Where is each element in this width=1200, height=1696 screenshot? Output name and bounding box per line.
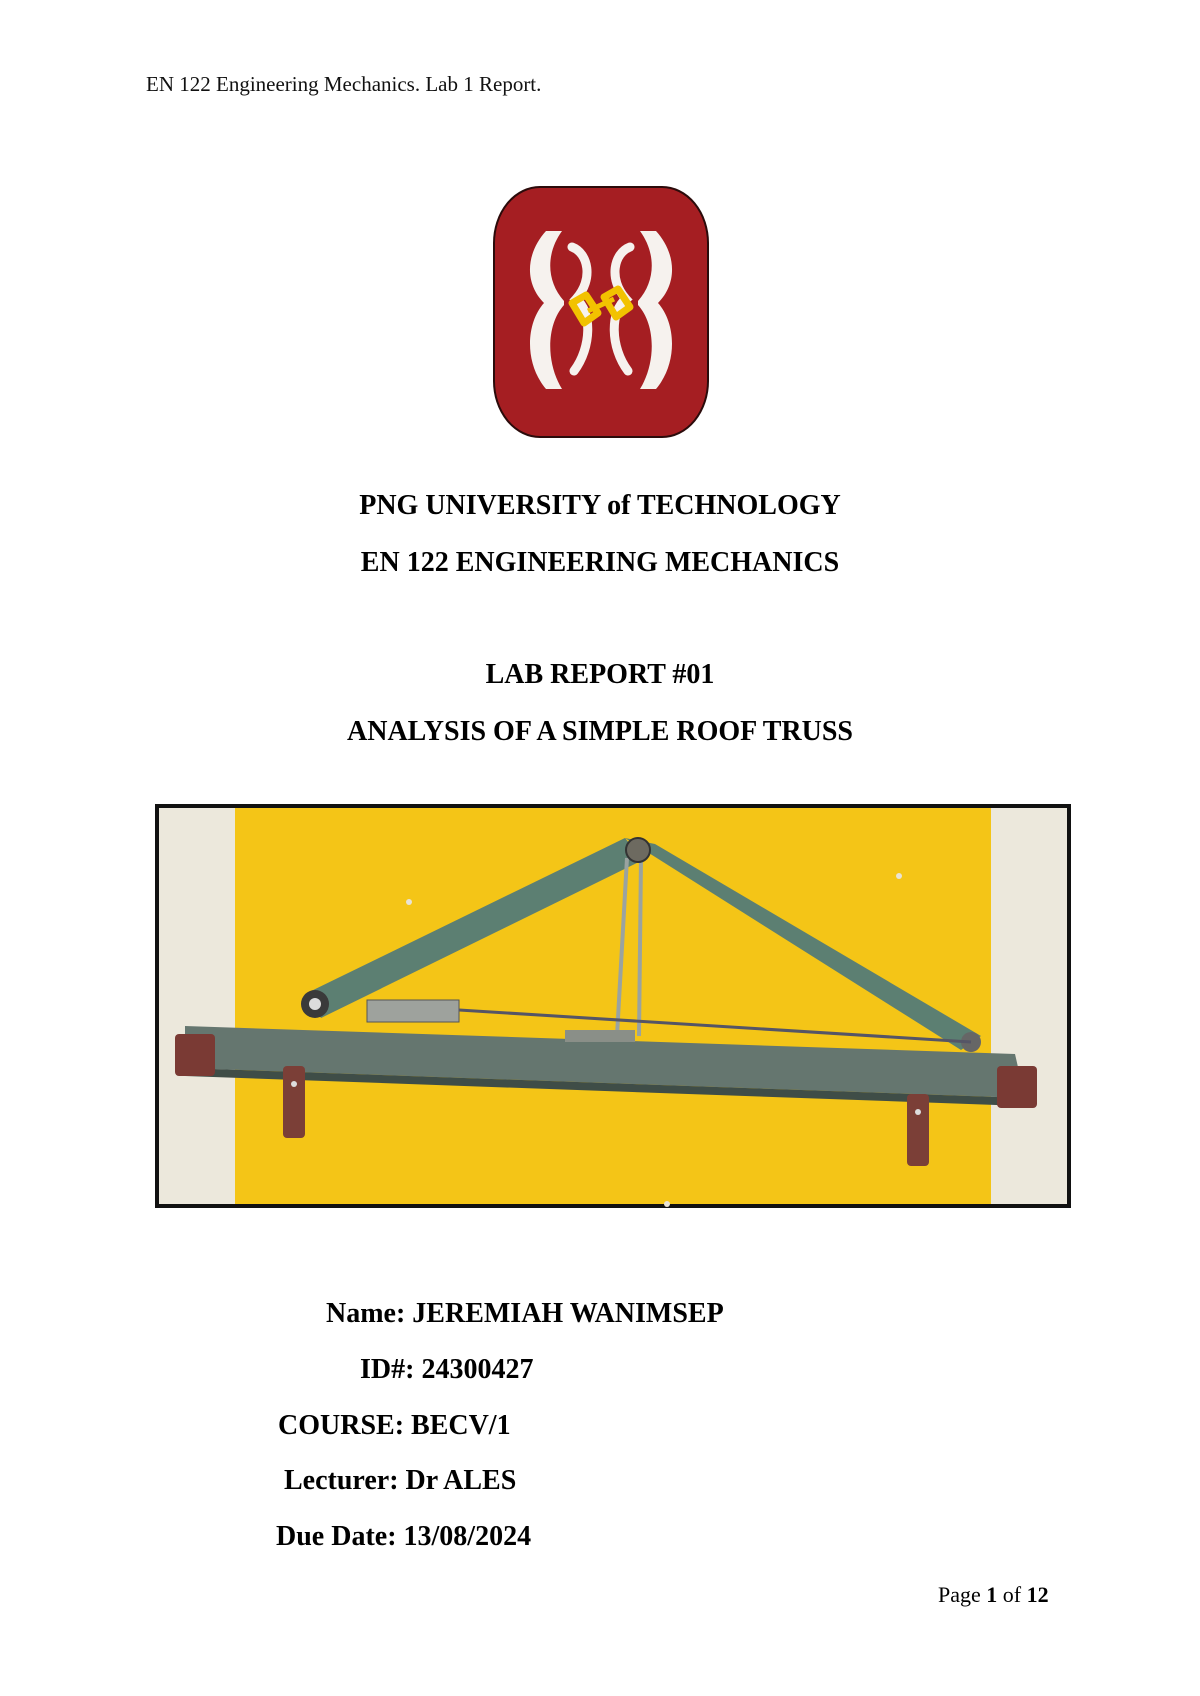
of-word: of: [1002, 1582, 1022, 1607]
page-current: 1: [986, 1582, 998, 1607]
university-name: PNG UNIVERSITY of TECHNOLOGY: [359, 490, 841, 521]
university-logo-icon: [488, 183, 714, 441]
running-header: EN 122 Engineering Mechanics. Lab 1 Report.: [146, 72, 542, 96]
roof-truss-photo: [155, 804, 1071, 1208]
report-title: ANALYSIS OF A SIMPLE ROOF TRUSS: [347, 716, 853, 747]
due-date: Due Date: 13/08/2024: [276, 1521, 532, 1552]
student-course: COURSE: BECV/1: [278, 1410, 511, 1441]
course-title: EN 122 ENGINEERING MECHANICS: [360, 547, 840, 578]
page-word: Page: [938, 1582, 981, 1607]
report-number: LAB REPORT #01: [485, 659, 715, 690]
page-total: 12: [1026, 1582, 1049, 1607]
page-number: [938, 1582, 1049, 1608]
student-name: Name: JEREMIAH WANIMSEP: [326, 1298, 724, 1329]
lecturer: Lecturer: Dr ALES: [284, 1465, 517, 1496]
student-id: ID#: 24300427: [360, 1354, 534, 1385]
